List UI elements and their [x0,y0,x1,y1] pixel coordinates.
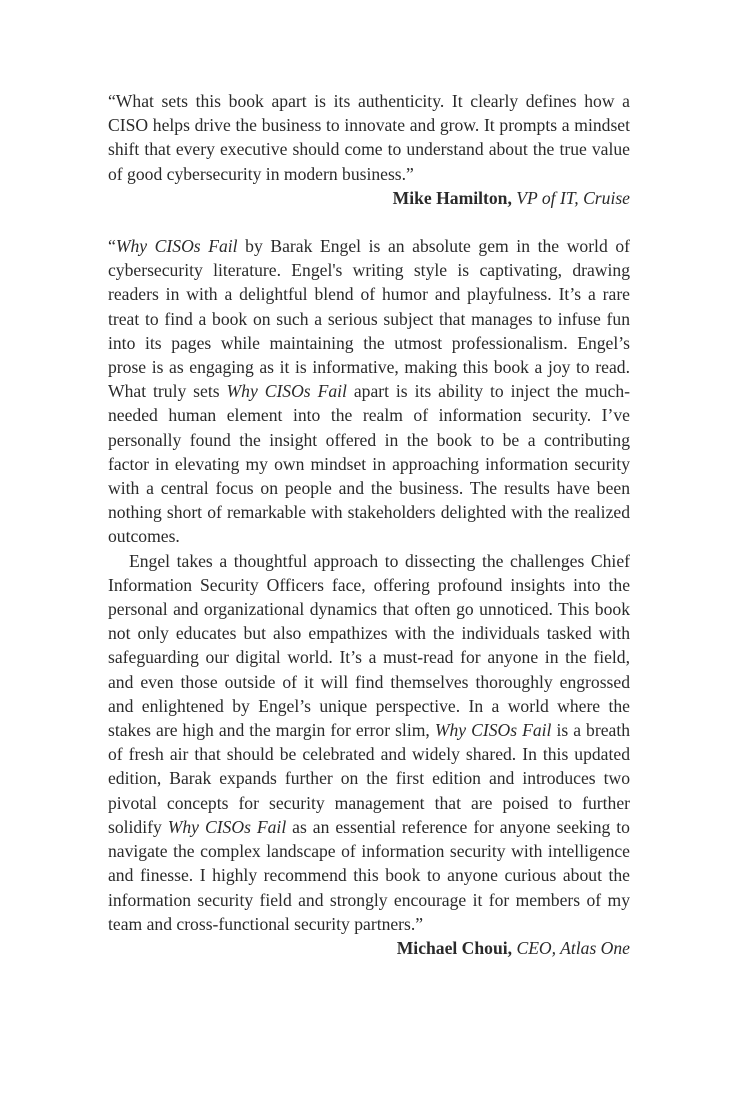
open-quote-mark: “ [108,236,116,257]
quote-2-p1-text-a: by Barak Engel is an absolute gem in the world of cybersecurity literature. Engel's writing style is captivating, drawing readers in with a delightful blend of humor and playfulness. It’s a rare treat to find a book on such a serious subject that manages to infuse fun into its pages while maintaining the utmost professionalism. Engel’s prose is as engaging as it is informative, making this book a joy to read. What truly sets [108,236,631,402]
quote-2-attribution [108,936,630,960]
page-content [108,89,630,960]
book-title: Why CISOs Fail [167,816,287,837]
book-title: Why CISOs Fail [434,720,552,741]
quote-2-paragraph-2 [108,549,630,936]
quote-1-author-title: VP of IT, Cruise [516,187,630,208]
quote-1-author-name: Mike Hamilton, [392,187,512,208]
quote-2-p2-text-a: Engel takes a thoughtful approach to dissecting the challenges Chief Information Security Officers face, offering profound insights into the personal and organizational dynamics that often go unnoticed. This book not only educates but also empathizes with the individuals tasked with safeguarding our digital world. It’s a must-read for anyone in the field, and even those outside of it will find themselves thoroughly engrossed and enlightened by Engel’s unique perspective. In a world where the stakes are high and the margin for error slim, [108,550,630,741]
quote-2-author-name: Michael Choui, [396,937,513,958]
section-gap [108,210,630,234]
quote-2-paragraph-1 [108,234,630,549]
quote-2-p1-text-b: apart is its ability to inject the much-needed human element into the realm of information security. I’ve personally found the insight offered in the book to be a contributing factor in elevating my own mindset in approaching information security with a central focus on people and the business. The results have been nothing short of remarkable with stakeholders delighted with the realized outcomes. [108,381,631,547]
quote-1-text: “What sets this book apart is its authenticity. It clearly defines how a CISO helps drive the business to innovate and grow. It prompts a mindset shift that every executive should come to understand about the true value of good cybersecurity in modern business.” [108,91,630,184]
book-title: Why CISOs Fail [115,236,238,257]
book-title: Why CISOs Fail [226,381,347,402]
quote-2-p2-text-c: as an essential reference for anyone seeking to navigate the complex landscape of information security with intelligence and finesse. I highly recommend this book to anyone curious about the information security field and strongly encourage it for members of my team and cross-functional security partners.” [108,816,630,934]
quote-1-attribution [108,186,630,210]
quote-2-p2-text-b: is a breath of fresh air that should be celebrated and widely shared. In this updated edition, Barak expands further on the first edition and introduces two pivotal concepts for security management that are poised to further solidify [108,720,631,837]
quote-2-author-title: CEO, Atlas One [516,937,630,958]
